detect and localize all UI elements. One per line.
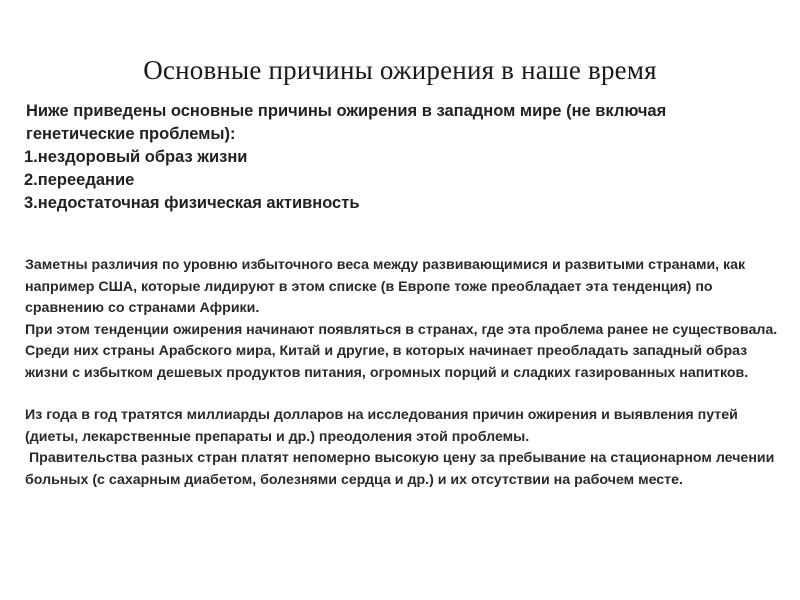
- paragraph-gap: [25, 384, 785, 405]
- list-item: [24, 169, 712, 192]
- paragraph-research-spending: Из года в год тратятся миллиарды долларов на исследования причин ожирения и выявления путей (диеты, лекарственные препараты и др.) преодоления этой проблемы.: [25, 407, 738, 445]
- intro-block: [22, 100, 712, 215]
- slide-title: Основные причины ожирения в наше время: [143, 55, 657, 85]
- list-item-text: нездоровый образ жизни: [37, 148, 248, 166]
- list-item-text: переедание: [37, 171, 135, 189]
- list-item-text: недостаточная физическая активность: [37, 194, 360, 212]
- list-item-number: 3.: [24, 194, 38, 212]
- list-item: [24, 192, 712, 215]
- body-text: [25, 255, 785, 491]
- paragraph-developed-countries: Заметны различия по уровню избыточного веса между развивающимися и развитыми странами, как например США, которые лидируют в этом списке (в Европе тоже преобладает эта тенденция) по сравнению со странами Африки.: [25, 257, 746, 316]
- causes-list: [22, 146, 712, 215]
- list-item-number: 2.: [24, 171, 38, 189]
- paragraph-new-countries: При этом тенденции ожирения начинают появляться в странах, где эта проблема ранее не существовала. Среди них страны Арабского мира, Китай и другие, в которых начинает преобладать западный образ жизни с избытком дешевых продуктов питания, огромных порций и сладких газированных напитков.: [25, 321, 778, 381]
- paragraph-government-costs: Правительства разных стран платят непомерно высокую цену за пребывание на стационарном лечении больных (с сахарным диабетом, болезнями сердца и др.) и их отсутствии на рабочем месте.: [25, 450, 779, 488]
- list-item-number: 1.: [24, 148, 38, 166]
- intro-text: Ниже приведены основные причины ожирения в западном мире (не включая генетические проблемы):: [26, 102, 667, 143]
- list-item: [24, 146, 712, 169]
